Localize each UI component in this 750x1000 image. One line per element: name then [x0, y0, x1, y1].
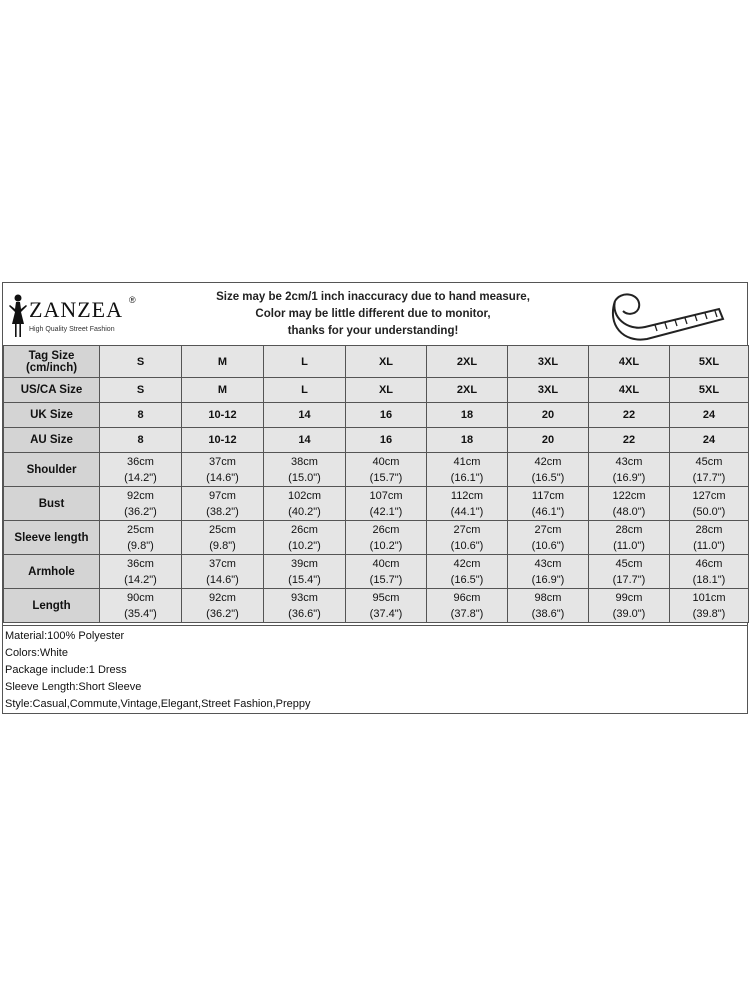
size-cell: 2XL — [427, 378, 508, 403]
inch-value: (15.0") — [288, 471, 321, 484]
size-cell: XL — [346, 346, 427, 378]
inch-value: (39.8") — [692, 607, 726, 620]
inch-value: (36.2") — [124, 505, 157, 518]
measurement-cell — [100, 487, 182, 521]
measurement-cell — [346, 487, 427, 521]
size-cell: M — [182, 346, 264, 378]
size-cell: 14 — [264, 428, 346, 453]
cm-value: 98cm — [534, 591, 562, 604]
measurement-row — [4, 521, 749, 555]
cm-value: 25cm — [127, 523, 154, 536]
inch-value: (11.0") — [693, 539, 725, 552]
inch-value: (9.8") — [209, 539, 236, 552]
size-cell: M — [182, 378, 264, 403]
inch-value: (36.6") — [288, 607, 321, 620]
measurement-cell — [427, 453, 508, 487]
cm-value: 43cm — [534, 557, 562, 570]
inch-value: (14.6") — [206, 573, 239, 586]
cm-value: 92cm — [127, 489, 154, 502]
measurement-cell — [427, 589, 508, 623]
cm-value: 93cm — [291, 591, 318, 604]
measurement-cell — [670, 453, 749, 487]
row-label: Length — [4, 589, 100, 623]
cm-value: 27cm — [534, 523, 562, 536]
inch-value: (11.0") — [613, 539, 645, 552]
inch-value: (39.0") — [612, 607, 646, 620]
size-cell: 8 — [100, 403, 182, 428]
cm-value: 45cm — [615, 557, 643, 570]
inch-value: (16.9") — [612, 471, 646, 484]
woman-silhouette-icon — [7, 293, 29, 339]
size-table — [3, 345, 749, 623]
cm-value: 112cm — [450, 489, 484, 502]
measurement-cell — [100, 453, 182, 487]
inch-value: (16.1") — [450, 471, 484, 484]
chart-header — [3, 283, 747, 346]
conversion-row — [4, 378, 749, 403]
cm-value: 37cm — [209, 557, 236, 570]
detail-sleeve-length: Sleeve Length:Short Sleeve — [5, 681, 142, 693]
cm-value: 101cm — [692, 591, 726, 604]
measurement-row — [4, 589, 749, 623]
size-cell: XL — [346, 378, 427, 403]
size-cell: S — [100, 378, 182, 403]
size-cell: 8 — [100, 428, 182, 453]
size-cell: S — [100, 346, 182, 378]
measurement-cell — [264, 521, 346, 555]
inch-value: (18.1") — [692, 573, 726, 586]
measurement-cell — [589, 589, 670, 623]
inch-value: (15.4") — [288, 573, 321, 586]
size-cell: 14 — [264, 403, 346, 428]
cm-value: 95cm — [372, 591, 400, 604]
measurement-cell — [264, 453, 346, 487]
conversion-row — [4, 428, 749, 453]
inch-value: (40.2") — [288, 505, 321, 518]
cm-value: 28cm — [615, 523, 643, 536]
cm-value: 46cm — [695, 557, 723, 570]
cm-value: 96cm — [453, 591, 481, 604]
cm-value: 90cm — [127, 591, 154, 604]
conversion-row — [4, 403, 749, 428]
size-cell: 4XL — [589, 378, 670, 403]
measurement-cell — [264, 589, 346, 623]
size-cell: 18 — [427, 403, 508, 428]
notice-line: thanks for your understanding! — [287, 325, 459, 337]
measurement-cell — [670, 555, 749, 589]
cm-value: 97cm — [209, 489, 236, 502]
row-label: UK Size — [4, 403, 100, 428]
size-cell: 4XL — [589, 346, 670, 378]
size-cell: 22 — [589, 428, 670, 453]
tag-size-row — [4, 346, 749, 378]
inch-value: (50.0") — [692, 505, 726, 518]
measurement-cell — [100, 521, 182, 555]
cm-value: 38cm — [291, 455, 318, 468]
detail-style: Style:Casual,Commute,Vintage,Elegant,Street Fashion,Preppy — [5, 698, 311, 710]
inch-value: (36.2") — [206, 607, 239, 620]
cm-value: 28cm — [695, 523, 723, 536]
size-cell: L — [264, 346, 346, 378]
measurement-cell — [427, 555, 508, 589]
size-cell: L — [264, 378, 346, 403]
registered-mark: ® — [129, 295, 136, 305]
measurement-cell — [670, 487, 749, 521]
measurement-cell — [346, 521, 427, 555]
cm-value: 43cm — [615, 455, 643, 468]
cm-value: 41cm — [453, 455, 481, 468]
cm-value: 42cm — [453, 557, 481, 570]
detail-material: Material:100% Polyester — [5, 630, 125, 642]
row-label: Armhole — [4, 555, 100, 589]
measurement-cell — [346, 555, 427, 589]
measurement-cell — [427, 521, 508, 555]
measurement-cell — [264, 487, 346, 521]
size-chart-sheet — [2, 282, 748, 714]
size-cell: 5XL — [670, 346, 749, 378]
tag-label-line: (cm/inch) — [25, 361, 78, 374]
row-label: Bust — [4, 487, 100, 521]
measurement-cell — [346, 589, 427, 623]
inch-value: (42.1") — [369, 505, 403, 518]
size-cell: 2XL — [427, 346, 508, 378]
size-cell: 24 — [670, 428, 749, 453]
inch-value: (16.5") — [450, 573, 484, 586]
inch-value: (38.2") — [206, 505, 239, 518]
brand-tagline: High Quality Street Fashion — [29, 326, 115, 333]
measurement-cell — [264, 555, 346, 589]
inch-value: (14.6") — [206, 471, 239, 484]
inch-value: (38.6") — [531, 607, 565, 620]
cm-value: 117cm — [531, 489, 565, 502]
cm-value: 127cm — [692, 489, 726, 502]
inch-value: (37.8") — [450, 607, 484, 620]
cm-value: 45cm — [695, 455, 723, 468]
measurement-cell — [589, 487, 670, 521]
brand-name: ZANZEA — [29, 297, 123, 322]
size-cell: 20 — [508, 403, 589, 428]
measurement-cell — [670, 521, 749, 555]
row-label: Sleeve length — [4, 521, 100, 555]
cm-value: 92cm — [209, 591, 236, 604]
size-cell: 24 — [670, 403, 749, 428]
size-cell: 16 — [346, 403, 427, 428]
cm-value: 99cm — [615, 591, 643, 604]
measurement-cell — [346, 453, 427, 487]
product-details — [3, 625, 747, 713]
size-cell: 22 — [589, 403, 670, 428]
size-cell: 16 — [346, 428, 427, 453]
brand-logo — [7, 289, 147, 341]
size-cell: 18 — [427, 428, 508, 453]
cm-value: 40cm — [372, 557, 400, 570]
row-label — [4, 346, 100, 378]
cm-value: 37cm — [209, 455, 236, 468]
cm-value: 39cm — [291, 557, 318, 570]
size-cell: 10-12 — [182, 428, 264, 453]
measurement-cell — [589, 521, 670, 555]
measurement-cell — [182, 521, 264, 555]
inch-value: (10.2") — [369, 539, 403, 552]
inch-value: (16.9") — [531, 573, 565, 586]
inch-value: (10.6") — [531, 539, 565, 552]
inch-value: (17.7") — [612, 573, 646, 586]
measurement-row — [4, 555, 749, 589]
row-label: AU Size — [4, 428, 100, 453]
measurement-row — [4, 453, 749, 487]
measurement-cell — [508, 453, 589, 487]
detail-colors: Colors:White — [5, 647, 68, 659]
inch-value: (9.8") — [127, 539, 154, 552]
size-cell: 3XL — [508, 346, 589, 378]
notice-line: Size may be 2cm/1 inch inaccuracy due to hand measure, — [216, 291, 530, 303]
cm-value: 102cm — [287, 489, 322, 502]
measurement-cell — [182, 487, 264, 521]
cm-value: 40cm — [372, 455, 400, 468]
cm-value: 107cm — [369, 489, 403, 502]
inch-value: (46.1") — [531, 505, 565, 518]
measurement-cell — [508, 589, 589, 623]
notice-line: Color may be little different due to monitor, — [255, 308, 491, 320]
detail-package: Package include:1 Dress — [5, 664, 127, 676]
cm-value: 122cm — [612, 489, 646, 502]
inch-value: (15.7") — [369, 471, 403, 484]
cm-value: 26cm — [372, 523, 400, 536]
measurement-cell — [589, 453, 670, 487]
inch-value: (44.1") — [450, 505, 484, 518]
size-cell: 10-12 — [182, 403, 264, 428]
cm-value: 36cm — [127, 557, 154, 570]
measurement-cell — [100, 589, 182, 623]
cm-value: 42cm — [534, 455, 562, 468]
measurement-cell — [182, 453, 264, 487]
inch-value: (35.4") — [124, 607, 157, 620]
cm-value: 26cm — [291, 523, 318, 536]
cm-value: 36cm — [127, 455, 154, 468]
inch-value: (48.0") — [612, 505, 646, 518]
row-label: US/CA Size — [4, 378, 100, 403]
inch-value: (10.2") — [288, 539, 321, 552]
measurement-cell — [508, 555, 589, 589]
measuring-tape-icon — [607, 287, 727, 343]
cm-value: 25cm — [209, 523, 236, 536]
inch-value: (14.2") — [124, 471, 157, 484]
measurement-cell — [182, 589, 264, 623]
measurement-cell — [508, 521, 589, 555]
measurement-cell — [427, 487, 508, 521]
size-cell: 20 — [508, 428, 589, 453]
inch-value: (14.2") — [124, 573, 157, 586]
row-label: Shoulder — [4, 453, 100, 487]
measurement-cell — [182, 555, 264, 589]
measurement-cell — [508, 487, 589, 521]
inch-value: (37.4") — [369, 607, 403, 620]
measurement-cell — [670, 589, 749, 623]
measurement-cell — [589, 555, 670, 589]
measurement-row — [4, 487, 749, 521]
cm-value: 27cm — [453, 523, 481, 536]
tag-label-line: Tag Size — [28, 349, 75, 362]
measurement-cell — [100, 555, 182, 589]
inch-value: (17.7") — [692, 471, 726, 484]
measurement-notice — [163, 289, 583, 340]
size-cell: 5XL — [670, 378, 749, 403]
inch-value: (10.6") — [450, 539, 484, 552]
inch-value: (16.5") — [531, 471, 565, 484]
size-cell: 3XL — [508, 378, 589, 403]
inch-value: (15.7") — [369, 573, 403, 586]
